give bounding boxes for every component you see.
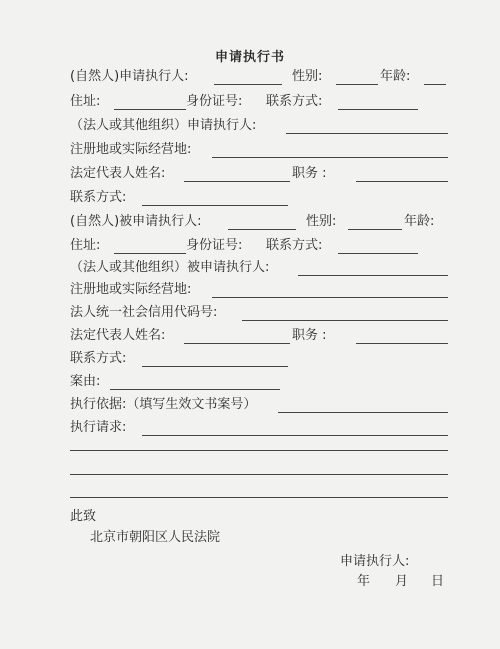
respondent-gender-blank[interactable]: [348, 229, 402, 230]
applicant-natural-label: (自然人)申请执行人:: [70, 69, 189, 84]
basis-blank[interactable]: [278, 412, 448, 413]
row-applicant-address: [70, 93, 448, 111]
request-line-3[interactable]: [70, 474, 448, 475]
respondent-legal-label: （法人或其他组织）被申请执行人:: [70, 260, 270, 275]
row-respondent-legal: [70, 259, 448, 277]
row-respondent-address: [70, 237, 448, 255]
row-respondent-legal-contact: [70, 350, 448, 368]
position-label: 职务 :: [292, 166, 327, 181]
row-applicant-legal: [70, 117, 448, 135]
row-applicant-registration: [70, 141, 448, 159]
gender-label: 性别:: [292, 69, 323, 84]
respondent-contact-blank[interactable]: [338, 253, 418, 254]
position-blank[interactable]: [356, 181, 448, 182]
respondent-representative-label: 法定代表人姓名:: [70, 328, 166, 343]
representative-label: 法定代表人姓名:: [70, 166, 166, 181]
row-applicant-legal-contact: [70, 189, 448, 207]
respondent-age-label: 年龄:: [404, 214, 435, 229]
id-label: 身份证号:: [186, 94, 243, 109]
request-label: 执行请求:: [70, 420, 127, 435]
row-cause: [70, 373, 448, 391]
request-line-4[interactable]: [70, 497, 448, 498]
applicant-name-blank[interactable]: [214, 84, 282, 85]
age-label: 年龄:: [380, 69, 411, 84]
respondent-address-label: 住址:: [70, 238, 101, 253]
row-respondent-representative: [70, 327, 448, 345]
document-title: 申请执行书: [214, 50, 285, 65]
request-line-2[interactable]: [70, 450, 448, 451]
applicant-legal-blank[interactable]: [286, 133, 448, 134]
closing-text: 此致: [70, 509, 97, 524]
respondent-registration-blank[interactable]: [212, 297, 448, 298]
respondent-legal-contact-blank[interactable]: [142, 366, 288, 367]
row-respondent-credit-code: [70, 304, 448, 322]
age-blank[interactable]: [424, 84, 446, 85]
address-label: 住址:: [70, 94, 101, 109]
cause-label: 案由:: [70, 374, 101, 389]
address-blank[interactable]: [114, 109, 186, 110]
row-respondent-registration: [70, 281, 448, 299]
representative-blank[interactable]: [184, 181, 290, 182]
row-basis: [70, 396, 448, 414]
respondent-legal-contact-label: 联系方式:: [70, 351, 127, 366]
date-day: 日: [431, 574, 445, 589]
applicant-legal-label: （法人或其他组织）申请执行人:: [70, 118, 257, 133]
registration-label: 注册地或实际经营地:: [70, 142, 192, 157]
signature-label: 申请执行人:: [340, 554, 410, 569]
row-respondent-natural: [70, 213, 448, 231]
respondent-position-label: 职务 :: [292, 328, 327, 343]
respondent-position-blank[interactable]: [356, 343, 448, 344]
row-request: [70, 419, 448, 437]
respondent-legal-blank[interactable]: [298, 275, 448, 276]
respondent-address-blank[interactable]: [114, 253, 186, 254]
credit-code-label: 法人统一社会信用代码号:: [70, 305, 218, 320]
gender-blank[interactable]: [336, 84, 378, 85]
contact-label: 联系方式:: [266, 94, 323, 109]
court-name: 北京市朝阳区人民法院: [90, 530, 221, 545]
date-month: 月: [395, 574, 409, 589]
credit-code-blank[interactable]: [242, 320, 448, 321]
row-applicant-natural: [70, 68, 448, 86]
row-applicant-representative: [70, 165, 448, 183]
respondent-registration-label: 注册地或实际经营地:: [70, 282, 192, 297]
date-year: 年: [357, 574, 371, 589]
legal-contact-blank[interactable]: [142, 205, 288, 206]
respondent-representative-blank[interactable]: [184, 343, 290, 344]
respondent-natural-label: (自然人)被申请执行人:: [70, 214, 202, 229]
respondent-id-label: 身份证号:: [186, 238, 243, 253]
respondent-name-blank[interactable]: [228, 229, 296, 230]
legal-contact-label: 联系方式:: [70, 190, 127, 205]
contact-blank[interactable]: [338, 109, 418, 110]
respondent-contact-label: 联系方式:: [266, 238, 323, 253]
cause-blank[interactable]: [110, 389, 280, 390]
request-blank[interactable]: [142, 435, 448, 436]
respondent-gender-label: 性别:: [306, 214, 337, 229]
basis-label: 执行依据:（填写生效文书案号）: [70, 397, 257, 412]
registration-blank[interactable]: [212, 157, 448, 158]
